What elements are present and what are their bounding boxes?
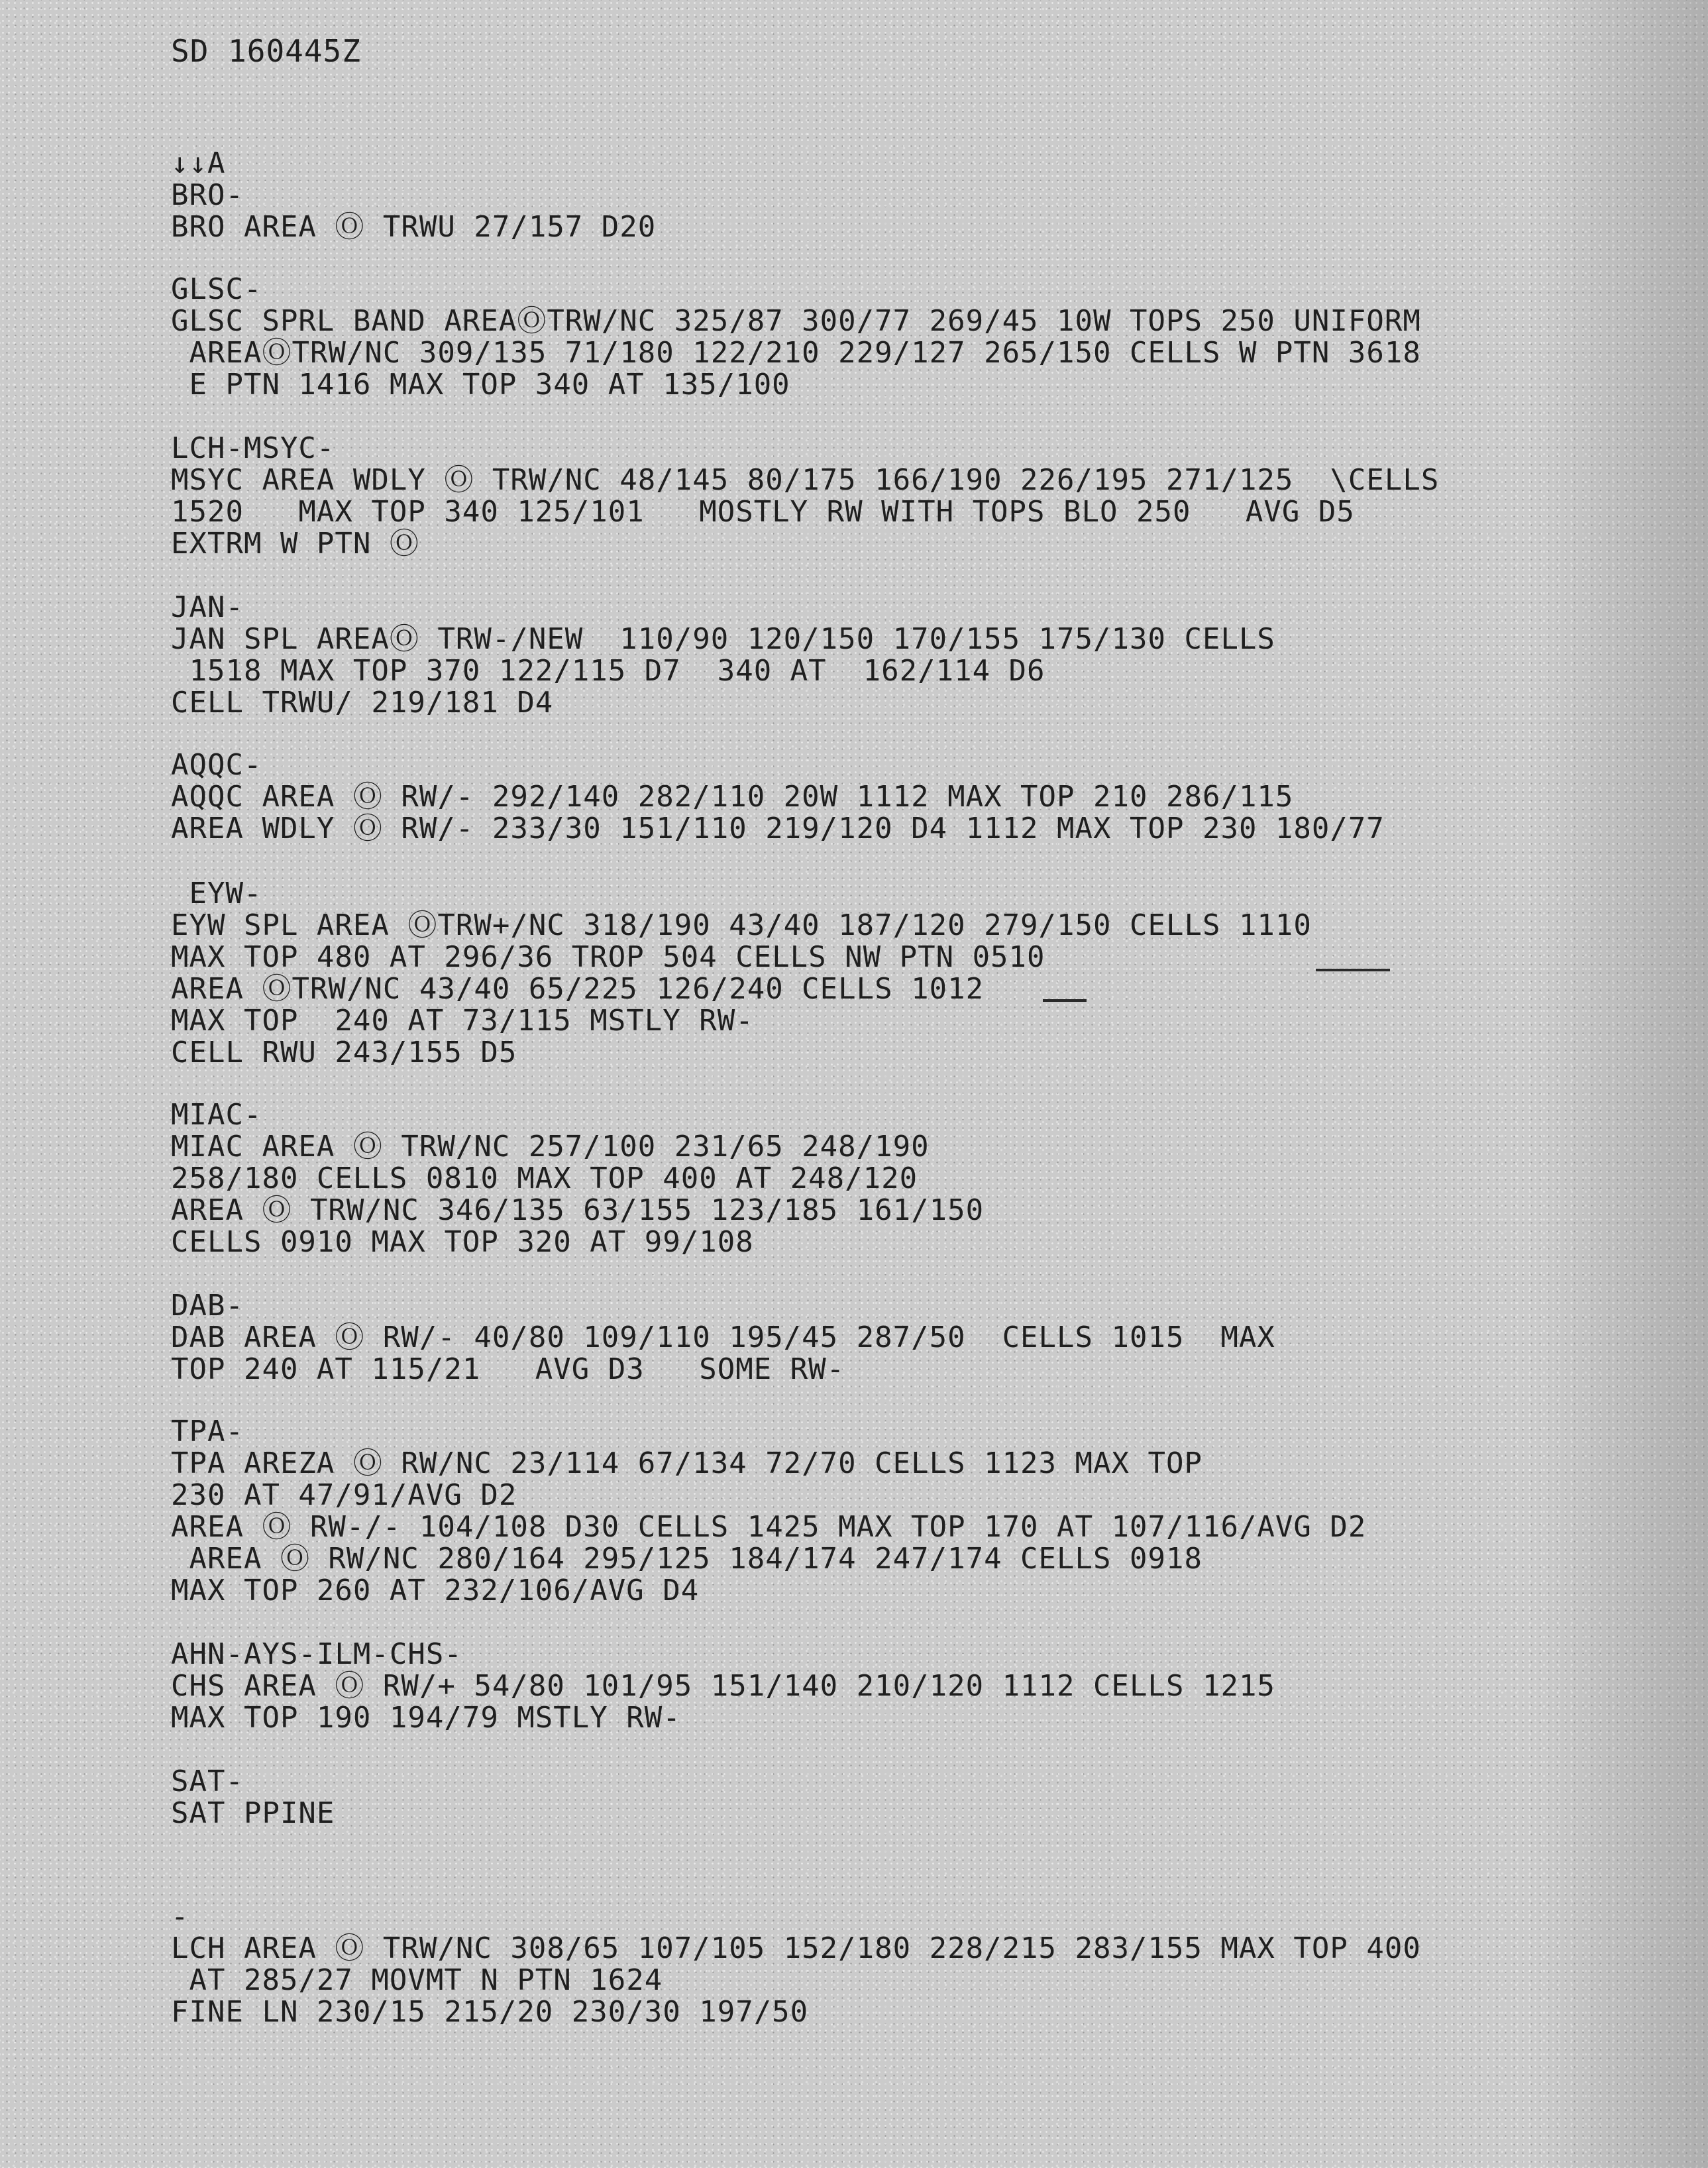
report-line: MAX TOP 190 194/79 MSTLY RW-	[171, 1701, 681, 1735]
report-line: EYW SPL AREA ⓄTRW+/NC 318/190 43/40 187/120 279/150 CELLS 1110	[171, 908, 1312, 942]
report-line: AREA ⓄTRW/NC 43/40 65/225 126/240 CELLS 1012	[171, 972, 985, 1006]
report-line: GLSC SPRL BAND AREAⓄTRW/NC 325/87 300/77 269/45 10W TOPS 250 UNIFORM	[171, 304, 1421, 338]
report-line: ↓↓A	[171, 146, 226, 180]
report-line: BRO AREA Ⓞ TRWU 27/157 D20	[171, 210, 657, 244]
report-line: MAX TOP 240 AT 73/115 MSTLY RW-	[171, 1004, 754, 1038]
report-line: JAN SPL AREAⓄ TRW-/NEW 110/90 120/150 170/155 175/130 CELLS	[171, 622, 1275, 656]
report-line: 1520 MAX TOP 340 125/101 MOSTLY RW WITH TOPS BLO 250 AVG D5	[171, 495, 1355, 529]
report-line: MIAC AREA Ⓞ TRW/NC 257/100 231/65 248/190	[171, 1130, 930, 1164]
report-line: LCH AREA Ⓞ TRW/NC 308/65 107/105 152/180 228/215 283/155 MAX TOP 400	[171, 1931, 1421, 1965]
report-line: AHN-AYS-ILM-CHS-	[171, 1637, 462, 1671]
report-line: FINE LN 230/15 215/20 230/30 197/50	[171, 1995, 809, 2029]
report-line: EXTRM W PTN Ⓞ	[171, 527, 419, 561]
report-line: CELL TRWU/ 219/181 D4	[171, 686, 554, 720]
report-line: CELL RWU 243/155 D5	[171, 1036, 517, 1069]
report-line: 258/180 CELLS 0810 MAX TOP 400 AT 248/120	[171, 1162, 918, 1195]
report-line: CELLS 0910 MAX TOP 320 AT 99/108	[171, 1225, 754, 1259]
report-line: TPA-	[171, 1415, 244, 1448]
report-line: E PTN 1416 MAX TOP 340 AT 135/100	[171, 368, 790, 402]
header-timestamp: SD 160445Z	[171, 33, 361, 69]
report-line: DAB-	[171, 1289, 244, 1323]
report-line: AREA Ⓞ TRW/NC 346/135 63/155 123/185 161/150	[171, 1193, 985, 1227]
report-line: MSYC AREA WDLY Ⓞ TRW/NC 48/145 80/175 166/190 226/195 271/125 \CELLS	[171, 463, 1440, 497]
report-line: AREA Ⓞ RW/NC 280/164 295/125 184/174 247/174 CELLS 0918	[171, 1542, 1202, 1576]
report-line: -	[171, 1900, 189, 1933]
handwritten-underline-1110	[1316, 969, 1390, 971]
report-line: 1518 MAX TOP 370 122/115 D7 340 AT 162/114 D6	[171, 654, 1045, 688]
report-line: MIAC-	[171, 1098, 262, 1132]
report-line: SAT PPINE	[171, 1796, 335, 1830]
report-line: GLSC-	[171, 272, 262, 306]
report-line: AQQC-	[171, 748, 262, 782]
report-line: MAX TOP 260 AT 232/106/AVG D4	[171, 1574, 700, 1607]
report-line: TOP 240 AT 115/21 AVG D3 SOME RW-	[171, 1352, 845, 1386]
report-line: EYW-	[171, 877, 262, 910]
report-line: TPA AREZA Ⓞ RW/NC 23/114 67/134 72/70 CELLS 1123 MAX TOP	[171, 1446, 1202, 1480]
report-line: MAX TOP 480 AT 296/36 TROP 504 CELLS NW PTN 0510	[171, 940, 1045, 974]
report-line: DAB AREA Ⓞ RW/- 40/80 109/110 195/45 287/50 CELLS 1015 MAX	[171, 1321, 1275, 1354]
handwritten-underline-0510	[1043, 999, 1087, 1002]
report-line: JAN-	[171, 590, 244, 624]
report-line: AREAⓄTRW/NC 309/135 71/180 122/210 229/127 265/150 CELLS W PTN 3618	[171, 336, 1421, 370]
report-line: AREA WDLY Ⓞ RW/- 233/30 151/110 219/120 D4 1112 MAX TOP 230 180/77	[171, 812, 1385, 845]
report-line: SAT-	[171, 1764, 244, 1798]
report-line: AT 285/27 MOVMT N PTN 1624	[171, 1963, 663, 1997]
report-line: AREA Ⓞ RW-/- 104/108 D30 CELLS 1425 MAX TOP 170 AT 107/116/AVG D2	[171, 1510, 1367, 1544]
report-line: CHS AREA Ⓞ RW/+ 54/80 101/95 151/140 210/120 1112 CELLS 1215	[171, 1669, 1275, 1703]
report-line: AQQC AREA Ⓞ RW/- 292/140 282/110 20W 1112 MAX TOP 210 286/115	[171, 780, 1294, 814]
report-line: 230 AT 47/91/AVG D2	[171, 1478, 517, 1512]
report-line: BRO-	[171, 178, 244, 212]
report-line: LCH-MSYC-	[171, 431, 335, 465]
